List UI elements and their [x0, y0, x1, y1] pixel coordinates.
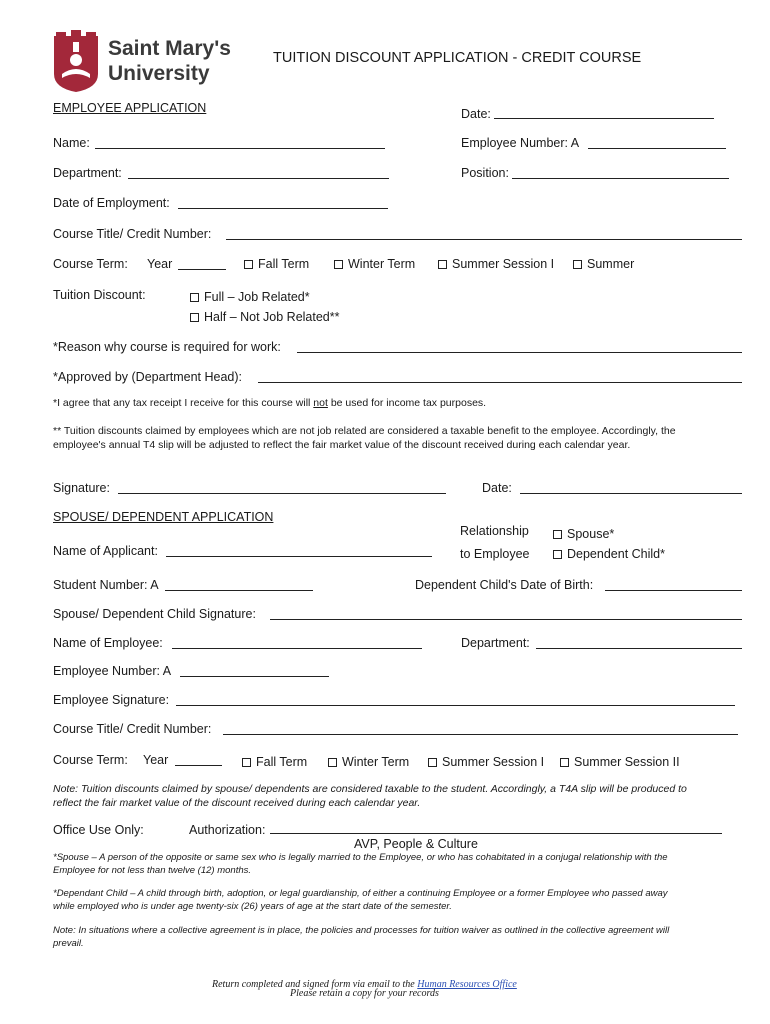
- spouse-section-heading: SPOUSE/ DEPENDENT APPLICATION: [53, 510, 274, 524]
- employee-section-heading: EMPLOYEE APPLICATION: [53, 101, 207, 115]
- employee-number-field[interactable]: [588, 148, 726, 149]
- spouse-year-field[interactable]: [175, 765, 222, 766]
- return-instructions: Return completed and signed form via email to the Human Resources Office: [212, 979, 517, 990]
- employee-signature-label: Employee Signature:: [53, 693, 170, 707]
- checkbox-icon[interactable]: [328, 758, 337, 767]
- date-of-employment-label: Date of Employment:: [53, 196, 170, 210]
- employee-name-field[interactable]: [172, 648, 422, 649]
- spouse-signature-label: Spouse/ Dependent Child Signature:: [53, 607, 256, 621]
- discount-option-half[interactable]: Half – Not Job Related**: [190, 310, 340, 324]
- spouse-signature-field[interactable]: [270, 619, 742, 620]
- checkbox-icon[interactable]: [428, 758, 437, 767]
- applicant-name-label: Name of Applicant:: [53, 544, 158, 558]
- dependent-dob-field[interactable]: [605, 590, 742, 591]
- position-label: Position:: [461, 166, 509, 180]
- position-field[interactable]: [512, 178, 729, 179]
- year-label: Year: [147, 257, 173, 271]
- checkbox-icon[interactable]: [573, 260, 582, 269]
- reason-label: *Reason why course is required for work:: [53, 340, 281, 354]
- form-title: TUITION DISCOUNT APPLICATION - CREDIT COURSE: [273, 50, 642, 66]
- relationship-label-2: to Employee: [460, 547, 530, 561]
- year-field[interactable]: [178, 269, 226, 270]
- employee-number-label: Employee Number: A: [461, 136, 580, 150]
- spouse-department-label: Department:: [461, 636, 530, 650]
- tuition-discount-label: Tuition Discount:: [53, 288, 146, 302]
- spouse-course-title-label: Course Title/ Credit Number:: [53, 722, 212, 736]
- department-field[interactable]: [128, 178, 389, 179]
- course-title-field[interactable]: [226, 239, 742, 240]
- spouse-employee-number-label: Employee Number: A: [53, 664, 172, 678]
- spouse-term-option-fall[interactable]: Fall Term: [242, 755, 307, 769]
- relationship-option-spouse[interactable]: Spouse*: [553, 527, 614, 541]
- checkbox-icon[interactable]: [244, 260, 253, 269]
- checkbox-icon[interactable]: [438, 260, 447, 269]
- spouse-term-option-summer-session-1[interactable]: Summer Session I: [428, 755, 544, 769]
- spouse-term-option-winter[interactable]: Winter Term: [328, 755, 409, 769]
- reason-field[interactable]: [297, 352, 742, 353]
- agree-statement: *I agree that any tax receipt I receive for this course will not be used for income tax purposes.: [53, 397, 487, 409]
- checkbox-icon[interactable]: [190, 293, 199, 302]
- checkbox-icon[interactable]: [553, 530, 562, 539]
- spouse-year-label: Year: [143, 753, 169, 767]
- spouse-employee-number-field[interactable]: [180, 676, 329, 677]
- checkbox-icon[interactable]: [560, 758, 569, 767]
- authorization-signer: AVP, People & Culture: [354, 837, 478, 851]
- discount-option-full[interactable]: Full – Job Related*: [190, 290, 310, 304]
- dependent-dob-label: Dependent Child's Date of Birth:: [415, 578, 594, 592]
- dependent-definition: *Dependant Child – A child through birth, adoption, or legal guardianship, of either a continuing Employee or a former Employee who passed away while employed who is under age twenty-six (26) years of age at the start date of the semester.: [53, 888, 668, 912]
- employee-name-label: Name of Employee:: [53, 636, 163, 650]
- employee-date-label: Date:: [461, 107, 491, 121]
- approved-by-label: *Approved by (Department Head):: [53, 370, 242, 384]
- name-field[interactable]: [95, 148, 385, 149]
- logo-line1: Saint Mary's: [108, 37, 231, 60]
- department-label: Department:: [53, 166, 122, 180]
- date-of-employment-field[interactable]: [178, 208, 388, 209]
- signature-label: Signature:: [53, 481, 110, 495]
- spouse-taxable-note: Note: Tuition discounts claimed by spouse/ dependents are considered taxable to the student. Accordingly, a T4A slip will be produced to reflect the fair market value of the discount received during each calendar year.: [53, 783, 687, 809]
- non-job-related-note: ** Tuition discounts claimed by employees which are not job related are considered a taxable benefit to the employee. Accordingly, the employee's annual T4 slip will be adjusted to reflect the fair market value of the discount received during each calendar year.: [53, 425, 676, 451]
- signature-date-field[interactable]: [520, 493, 742, 494]
- spouse-department-field[interactable]: [536, 648, 742, 649]
- signature-field[interactable]: [118, 493, 446, 494]
- authorization-label: Authorization:: [189, 823, 266, 837]
- relationship-option-dependent[interactable]: Dependent Child*: [553, 547, 665, 561]
- name-label: Name:: [53, 136, 90, 150]
- course-term-label: Course Term:: [53, 257, 128, 271]
- logo-line2: University: [108, 62, 210, 85]
- term-option-summer-session-1[interactable]: Summer Session I: [438, 257, 554, 271]
- term-option-fall[interactable]: Fall Term: [244, 257, 309, 271]
- relationship-label-1: Relationship: [460, 524, 529, 538]
- checkbox-icon[interactable]: [190, 313, 199, 322]
- term-option-winter[interactable]: Winter Term: [334, 257, 415, 271]
- authorization-field[interactable]: [270, 833, 722, 834]
- checkbox-icon[interactable]: [553, 550, 562, 559]
- collective-agreement-note: Note: In situations where a collective agreement is in place, the policies and processes for tuition waiver as outlined in the collective agreement will prevail.: [53, 925, 670, 949]
- crest-icon: [52, 30, 100, 92]
- spouse-course-term-label: Course Term:: [53, 753, 128, 767]
- employee-date-field[interactable]: [494, 118, 714, 119]
- checkbox-icon[interactable]: [334, 260, 343, 269]
- student-number-field[interactable]: [165, 590, 313, 591]
- hr-office-link[interactable]: Human Resources Office: [417, 979, 517, 990]
- student-number-label: Student Number: A: [53, 578, 159, 592]
- spouse-definition: *Spouse – A person of the opposite or same sex who is legally married to the Employee, or who has cohabitated in a conjugal relationship with the Employee for not less than twelve (12) months.: [53, 852, 668, 876]
- checkbox-icon[interactable]: [242, 758, 251, 767]
- university-logo: [52, 30, 252, 92]
- term-option-summer[interactable]: Summer: [573, 257, 634, 271]
- employee-signature-field[interactable]: [176, 705, 735, 706]
- spouse-term-option-summer-session-2[interactable]: Summer Session II: [560, 755, 680, 769]
- approved-by-field[interactable]: [258, 382, 742, 383]
- course-title-label: Course Title/ Credit Number:: [53, 227, 212, 241]
- signature-date-label: Date:: [482, 481, 512, 495]
- applicant-name-field[interactable]: [166, 556, 432, 557]
- spouse-course-title-field[interactable]: [223, 734, 738, 735]
- retain-copy-note: Please retain a copy for your records: [290, 988, 439, 999]
- office-use-label: Office Use Only:: [53, 823, 144, 837]
